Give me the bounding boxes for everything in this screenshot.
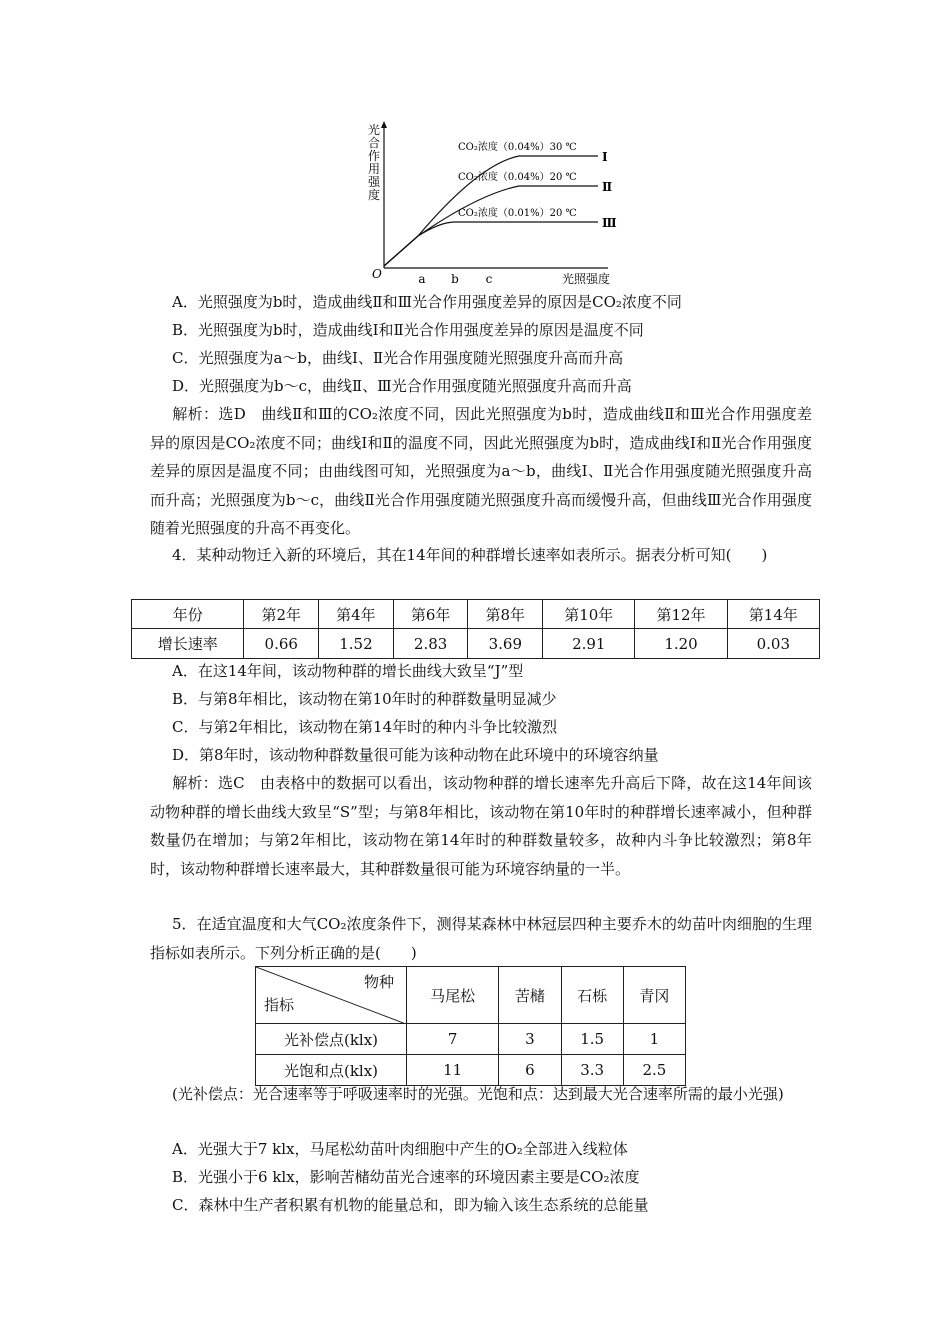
q3-option-a: A．光照强度为b时，造成曲线Ⅱ和Ⅲ光合作用强度差异的原因是CO₂浓度不同 [172, 293, 682, 311]
series-id-label: Ⅰ [602, 150, 608, 164]
q5-cell: 3.3 [561, 1055, 623, 1086]
q5-species-cell: 青冈 [623, 967, 685, 1024]
q4-growth-table [131, 599, 820, 659]
q4-cell: 第6年 [393, 600, 468, 629]
q4-cell: 2.91 [543, 629, 635, 659]
y-axis-label: 光合作用强度 [367, 123, 381, 202]
q4-cell: 1.20 [635, 629, 727, 659]
q5-cell: 3 [499, 1024, 561, 1055]
q5-stem: 5．在适宜温度和大气CO₂浓度条件下，测得某森林中林冠层四种主要乔木的幼苗叶肉细胞的生理指标如表所示。下列分析正确的是( ) [150, 915, 812, 962]
q4-cell: 2.83 [393, 629, 468, 659]
series-label: CO₂浓度（0.01%）20 ℃ [458, 208, 577, 219]
q5-cell: 6 [499, 1055, 561, 1086]
curve-2 [384, 186, 598, 266]
q5-species-cell: 马尾松 [407, 967, 499, 1024]
q5-species-cell: 石栎 [561, 967, 623, 1024]
q3-analysis: 解析：选D 曲线Ⅱ和Ⅲ的CO₂浓度不同，因此光照强度为b时，造成曲线Ⅱ和Ⅲ光合作用强度差异的原因是CO₂浓度不同；曲线Ⅰ和Ⅱ的温度不同，因此光照强度为b时，造成曲线Ⅰ和Ⅱ光合作用强度差异的原因是温度不同；由曲线图可知，光照强度为a～b，曲线Ⅰ、Ⅱ光合作用强度随光照强度升高而升高；光照强度为b～c，曲线Ⅱ光合作用强度随光照强度升高而缓慢升高，但曲线Ⅲ光合作用强度随着光照强度的升高不再变化。 [150, 405, 812, 537]
q5-row-label: 光饱和点(klx) [256, 1055, 407, 1086]
q5-species-table [255, 966, 686, 1086]
q5-option-b: B．光强小于6 klx，影响苦槠幼苗光合速率的环境因素主要是CO₂浓度 [172, 1168, 640, 1186]
q4-cell: 第2年 [244, 600, 319, 629]
q5-cell: 7 [407, 1024, 499, 1055]
q5-table-header-row [256, 967, 686, 1024]
q4-table-header-row [132, 600, 820, 629]
q4-cell: 第12年 [635, 600, 727, 629]
q5-cell: 1 [623, 1024, 685, 1055]
q4-cell: 3.69 [468, 629, 543, 659]
photosynthesis-chart [360, 118, 620, 290]
y-axis-arrow [381, 121, 387, 128]
origin-label: O [372, 267, 382, 281]
q5-table-row [256, 1024, 686, 1055]
series-id-label: Ⅱ [602, 180, 613, 194]
q4-option-a: A．在这14年间，该动物种群的增长曲线大致呈“J”型 [172, 662, 524, 680]
q4-cell: 年份 [132, 600, 244, 629]
q4-cell: 第4年 [319, 600, 394, 629]
q4-analysis: 解析：选C 由表格中的数据可以看出，该动物种群的增长速率先升高后下降，故在这14年间该动物种群的增长曲线大致呈“S”型；与第8年相比，该动物在第10年时的种群增长速率减小，但种群数量仍在增加；与第2年相比，该动物在第14年时的种群数量较多，故种内斗争比较激烈；第8年时，该动物种群增长速率最大，其种群数量很可能为环境容纳量的一半。 [150, 774, 812, 878]
q4-cell: 0.03 [727, 629, 819, 659]
chart-labels [368, 122, 617, 286]
q4-cell: 0.66 [244, 629, 319, 659]
x-tick-label: a [418, 272, 426, 286]
q4-cell: 1.52 [319, 629, 394, 659]
q4-cell: 第8年 [468, 600, 543, 629]
q4-cell: 增长速率 [132, 629, 244, 659]
q4-option-d: D．第8年时，该动物种群数量很可能为该种动物在此环境中的环境容纳量 [172, 746, 659, 764]
q5-option-c: C．森林中生产者积累有机物的能量总和，即为输入该生态系统的总能量 [172, 1196, 649, 1214]
series-label: CO₂浓度（0.04%）30 ℃ [458, 142, 577, 153]
q4-stem: 4．某种动物迁入新的环境后，其在14年间的种群增长速率如表所示。据表分析可知( ) [172, 546, 768, 564]
x-axis-label: 光照强度 [561, 272, 610, 286]
x-tick-label: b [451, 272, 459, 286]
q3-option-c: C．光照强度为a～b，曲线Ⅰ、Ⅱ光合作用强度随光照强度升高而升高 [172, 349, 624, 367]
q5-cell: 1.5 [561, 1024, 623, 1055]
q5-species-cell: 苦槠 [499, 967, 561, 1024]
q5-option-a: A．光强大于7 klx，马尾松幼苗叶肉细胞中产生的O₂全部进入线粒体 [172, 1140, 628, 1158]
corner-bottom-label: 指标 [264, 996, 295, 1014]
q4-table-value-row [132, 629, 820, 659]
q5-row-label: 光补偿点(klx) [256, 1024, 407, 1055]
q4-option-b: B．与第8年相比，该动物在第10年时的种群数量明显减少 [172, 690, 557, 708]
q5-note: (光补偿点：光合速率等于呼吸速率时的光强。光饱和点：达到最大光合速率所需的最小光强) [172, 1085, 784, 1103]
q5-cell: 2.5 [623, 1055, 685, 1086]
series-label: CO₂浓度（0.04%）20 ℃ [458, 172, 577, 183]
q4-option-c: C．与第2年相比，该动物在第14年时的种内斗争比较激烈 [172, 718, 558, 736]
q4-cell: 第14年 [727, 600, 819, 629]
q3-option-b: B．光照强度为b时，造成曲线Ⅰ和Ⅱ光合作用强度差异的原因是温度不同 [172, 321, 644, 339]
corner-top-label: 物种 [363, 973, 394, 991]
series-id-label: Ⅲ [602, 216, 617, 230]
q5-cell: 11 [407, 1055, 499, 1086]
x-tick-label: c [485, 272, 493, 286]
q5-corner-cell [256, 967, 407, 1024]
q4-cell: 第10年 [543, 600, 635, 629]
curve-3 [384, 222, 598, 266]
q3-option-d: D．光照强度为b～c，曲线Ⅱ、Ⅲ光合作用强度随光照强度升高而升高 [172, 377, 632, 395]
